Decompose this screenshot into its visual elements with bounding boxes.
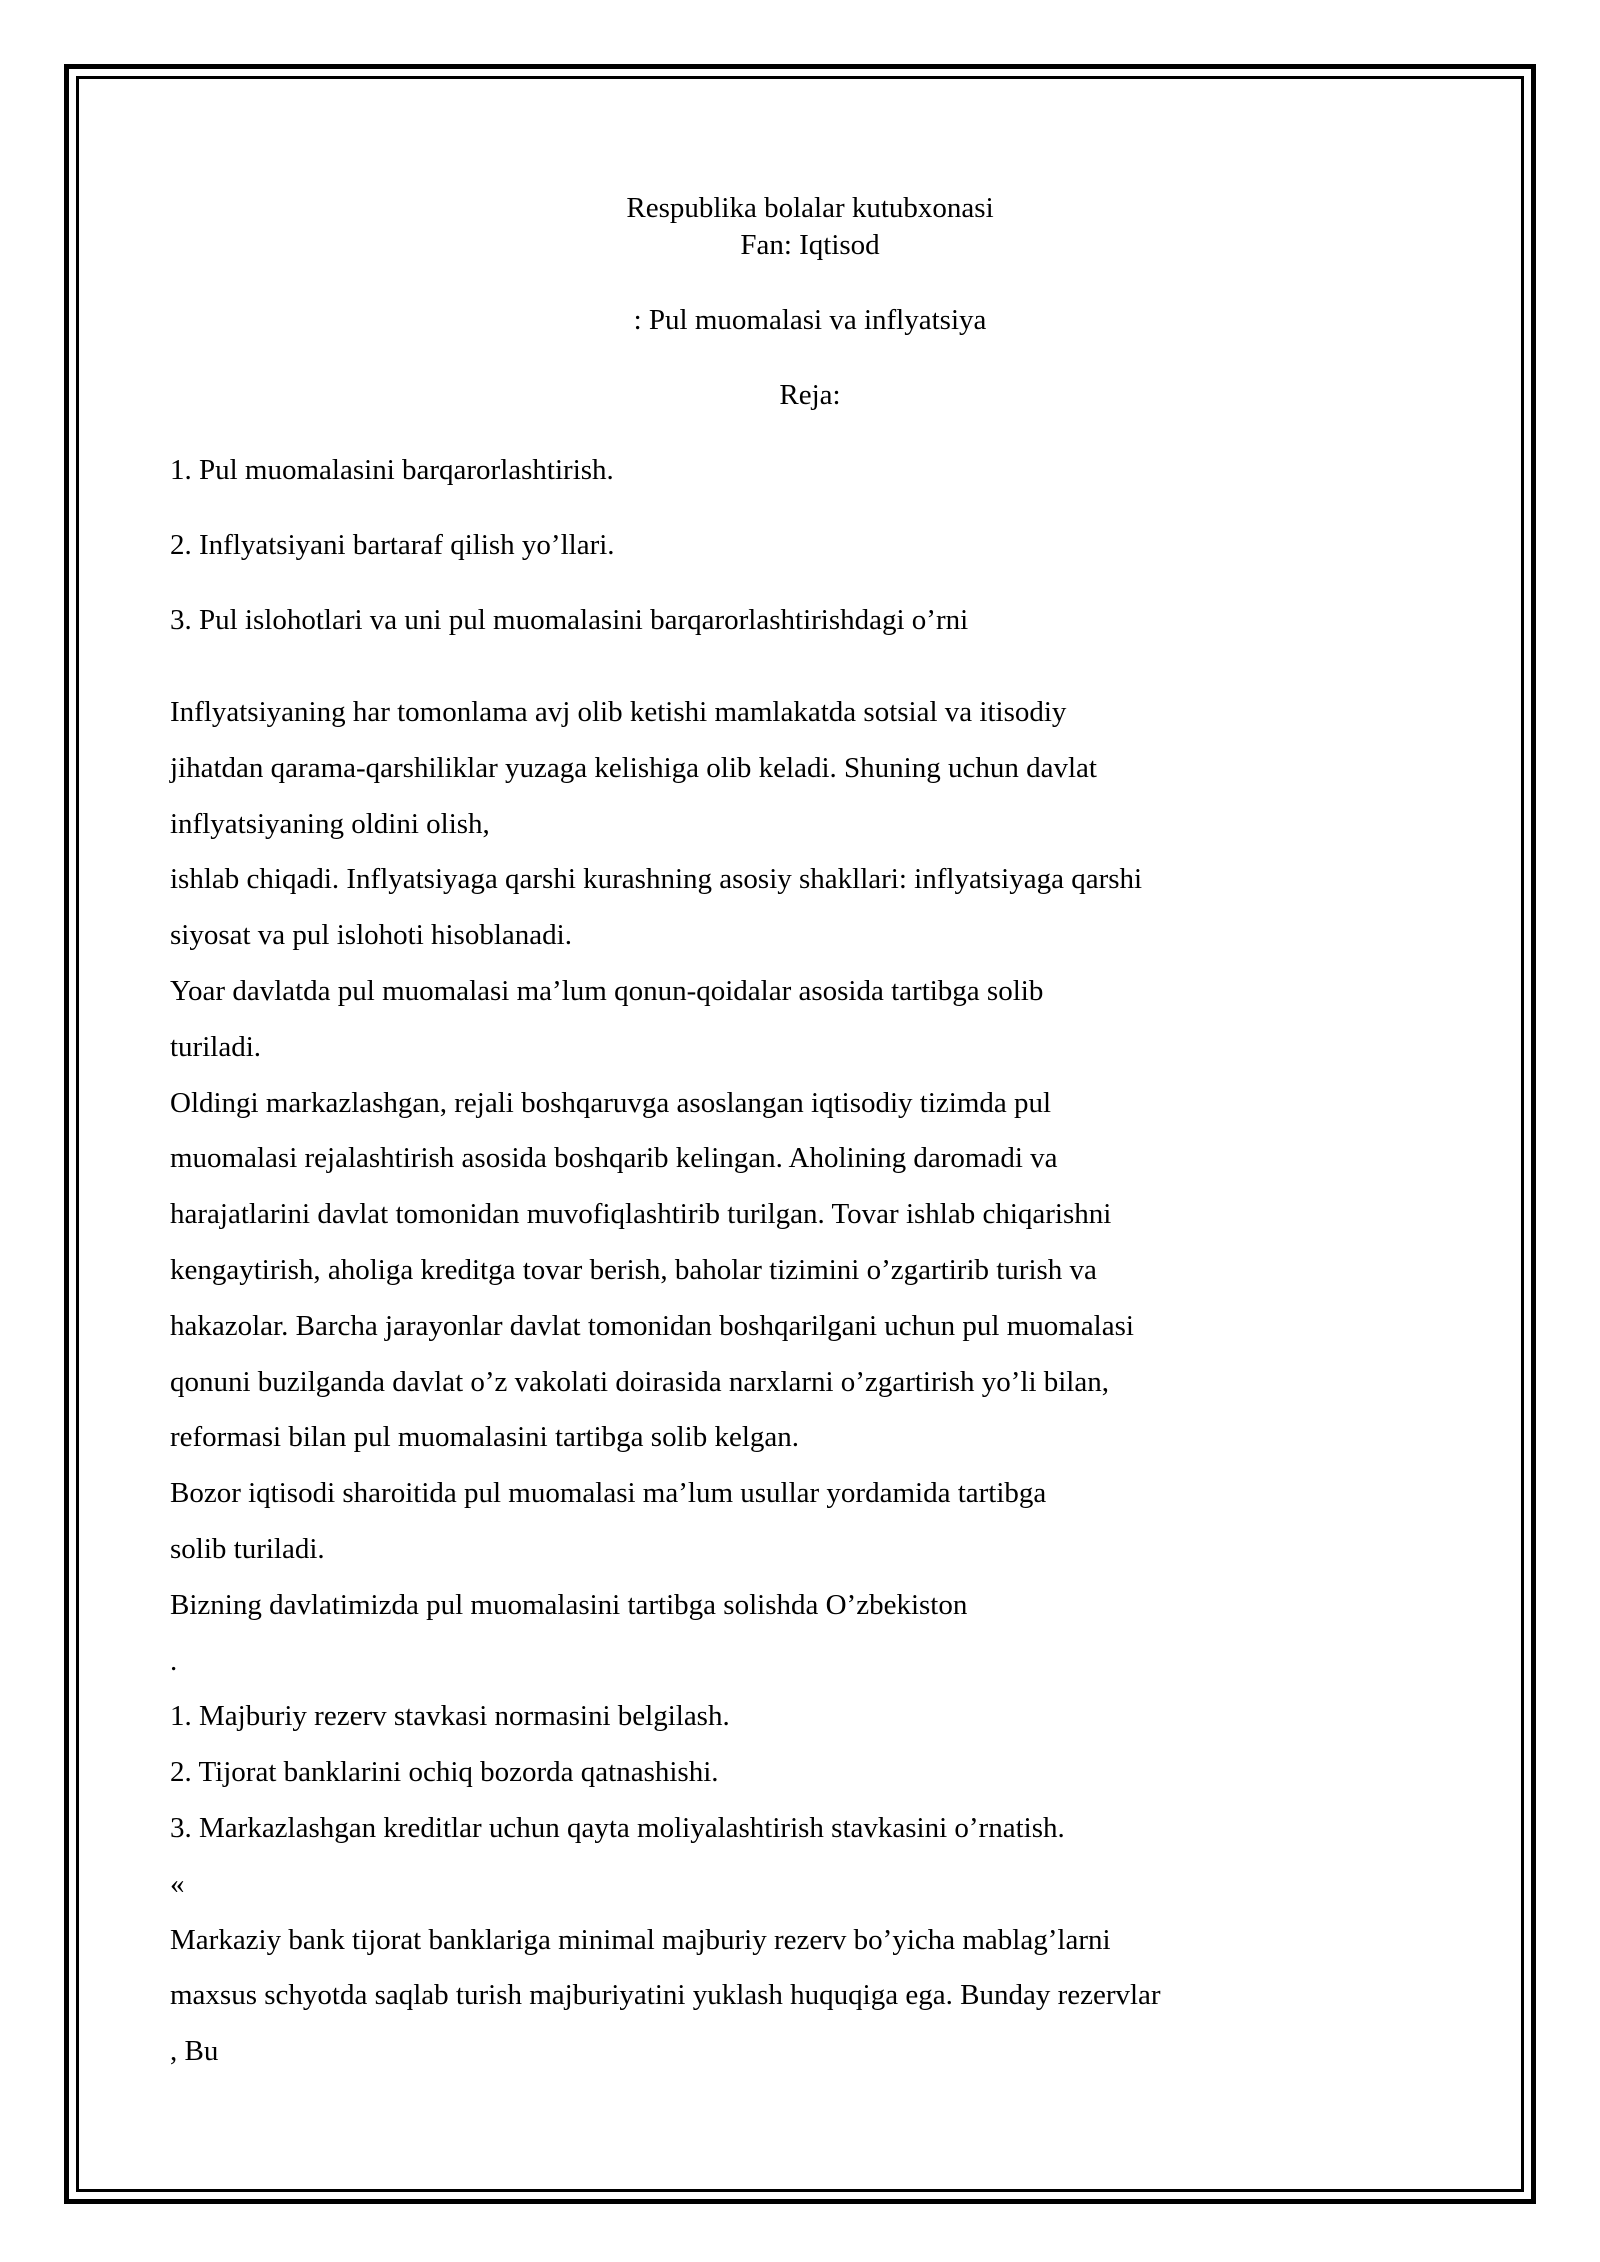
plan-item: 2. Inflyatsiyani bartaraf qilish yo’llari.: [170, 529, 615, 561]
plan-item: 1. Pul muomalasini barqarorlashtirish.: [170, 454, 614, 486]
body-line: jihatdan qarama-qarshiliklar yuzaga kelishiga olib keladi. Shuning uchun davlat: [170, 751, 1097, 784]
body-line: reformasi bilan pul muomalasini tartibga solib kelgan.: [170, 1421, 799, 1454]
body-line: 3. Markazlashgan kreditlar uchun qayta moliyalashtirish stavkasini o’rnatish.: [170, 1811, 1065, 1844]
body-line: siyosat va pul islohoti hisoblanadi.: [170, 919, 572, 952]
body-text: [170, 694, 1470, 2089]
body-line: Inflyatsiyaning har tomonlama avj olib ketishi mamlakatda sotsial va itisodiy: [170, 696, 1067, 728]
body-line: maxsus schyotda saqlab turish majburiyatini yuklash huquqiga ega. Bunday rezervlar: [170, 1979, 1161, 2012]
plan-list: [170, 452, 968, 677]
body-line: Bizning davlatimizda pul muomalasini tartibga solishda O’zbekiston: [170, 1588, 968, 1621]
topic-title: : Pul muomalasi va inflyatsiya: [633, 304, 987, 336]
plan-item: 3. Pul islohotlari va uni pul muomalasini barqarorlashtirishdagi o’rni: [170, 604, 969, 636]
body-line: , Bu: [170, 2035, 219, 2068]
body-line: Bozor iqtisodi sharoitida pul muomalasi ma’lum usullar yordamida tartibga: [170, 1477, 1047, 1510]
institution-name: Respublika bolalar kutubxonasi: [626, 192, 994, 224]
body-line: qonuni buzilganda davlat o’z vakolati doirasida narxlarni o’zgartirish yo’li bilan,: [170, 1365, 1109, 1398]
document-header: [0, 190, 1600, 414]
body-line: turiladi.: [170, 1030, 262, 1063]
body-line: hakazolar. Barcha jarayonlar davlat tomonidan boshqarilgani uchun pul muomalasi: [170, 1309, 1134, 1342]
plan-title: Reja:: [779, 379, 841, 411]
body-line: kengaytirish, aholiga kreditga tovar berish, baholar tizimini o’zgartirib turish va: [170, 1253, 1097, 1286]
body-line: inflyatsiyaning oldini olish,: [170, 807, 490, 840]
body-line: 2. Tijorat banklarini ochiq bozorda qatnashishi.: [170, 1756, 719, 1789]
body-line: solib turiladi.: [170, 1532, 325, 1565]
body-line: muomalasi rejalashtirish asosida boshqarib kelingan. Aholining daromadi va: [170, 1142, 1058, 1175]
body-line: 1. Majburiy rezerv stavkasi normasini belgilash.: [170, 1700, 730, 1733]
body-line: «: [170, 1867, 185, 1900]
body-line: .: [170, 1644, 178, 1677]
body-line: Yoar davlatda pul muomalasi ma’lum qonun-qoidalar asosida tartibga solib: [170, 974, 1044, 1007]
subject-line: Fan: Iqtisod: [740, 229, 880, 261]
body-line: ishlab chiqadi. Inflyatsiyaga qarshi kurashning asosiy shakllari: inflyatsiyaga qarshi: [170, 863, 1143, 896]
body-line: Markaziy bank tijorat banklariga minimal majburiy rezerv bo’yicha mablag’larni: [170, 1923, 1111, 1956]
body-line: harajatlarini davlat tomonidan muvofiqlashtirib turilgan. Tovar ishlab chiqarishni: [170, 1198, 1112, 1231]
body-line: Oldingi markazlashgan, rejali boshqaruvga asoslangan iqtisodiy tizimda pul: [170, 1086, 1052, 1119]
